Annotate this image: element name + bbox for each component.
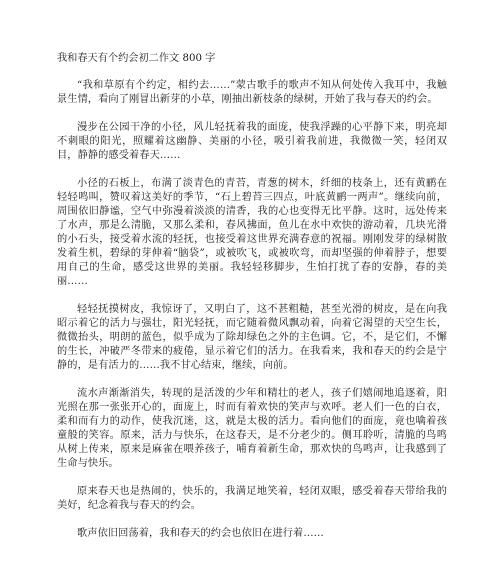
article-title: 我和春天有个约会初二作文 800 字 xyxy=(57,53,216,64)
paragraph-7: 歌声依旧回荡着，我和春天的约会也依旧在进行着…… xyxy=(77,528,324,539)
paragraph-1: “我和草原有个约定，相约去……”蒙古歌手的歌声不知从何处传入我耳中，我触景生情，看向了刚冒出新芽的小草，刚抽出新枝条的绿树，开始了我与春天的约会。 xyxy=(57,80,447,105)
paragraph-6: 原来春天也是热闹的，快乐的，我满足地笑着，轻闭双眼，感受着春天带给我的美好，纪念着我与春天的约会。 xyxy=(57,486,447,511)
paragraph-4: 轻轻抚摸树皮，我惊讶了，又明白了，这不甚粗糙，甚至光滑的树皮，是在向我昭示着它的活力与强壮，阳光轻抚，而它随着微风飘动着，向着它渴望的天空生长，微微抬头，明朗的蓝色，似乎成为了除却绿色之外的主色调。它，不，是它们，不懈的生长，冲破严冬带来的疲倦，显示着它们的活力。在我看来，我和春天的约会是宁静的，是有活力的……我不甘心结束，继续，向前。 xyxy=(57,304,447,371)
paragraph-2: 漫步在公园干净的小径，风儿轻抚着我的面庞，使我浮躁的心平静下来，明亮却不刺眼的阳光，照耀着这幽静、美丽的小径，吸引着我前进，我微微一笑，轻闭双目，静静的感受着春天…… xyxy=(57,122,447,161)
paragraph-5: 流水声渐渐消失，转现的是活泼的少年和精壮的老人，孩子们嬉闹地追逐着，阳光照在那一张张开心的，面庞上，时而有着欢快的笑声与欢呼。老人们一色的白衣，柔和而有力的动作，使我沉迷，这，就是太极的活力。看向他们的面庞，竟也噙着孩童般的笑容。原来，活力与快乐，在这春天，是不分老少的。侧耳聆听，清脆的鸟鸣从树上传来，原来是麻雀在喂养孩子，哺育着新生命，那欢快的鸟鸣声，让我感到了生命与快乐。 xyxy=(57,388,447,469)
paragraph-3: 小径的石板上，布满了淡青色的青苔，青葱的树木，纤细的枝条上，还有黄鹂在轻轻鸣叫，赞叹着这美好的季节，“石上碧苔三四点，叶底黄鹂一两声”。继续向前，周围依旧静谧，空气中弥漫着淡淡的清香，我的心也变得无比平静。这时，远处传来了水声，那是么清脆，又那么柔和，春风拂面，鱼儿在水中欢快的游动着，几块光滑的小石头，接受着水流的轻抚，也接受着这世界充满春意的祝福。刚刚发芽的绿树散发着生机，碧绿的芽伸着“脑袋”，或被吹飞，或被吹弯，而却坚强的伸着脖子，想要用自己的生命，感受这世界的美丽。我轻轻移脚步，生怕打扰了春的安静，春的美丽…… xyxy=(57,178,447,287)
article xyxy=(57,52,447,555)
